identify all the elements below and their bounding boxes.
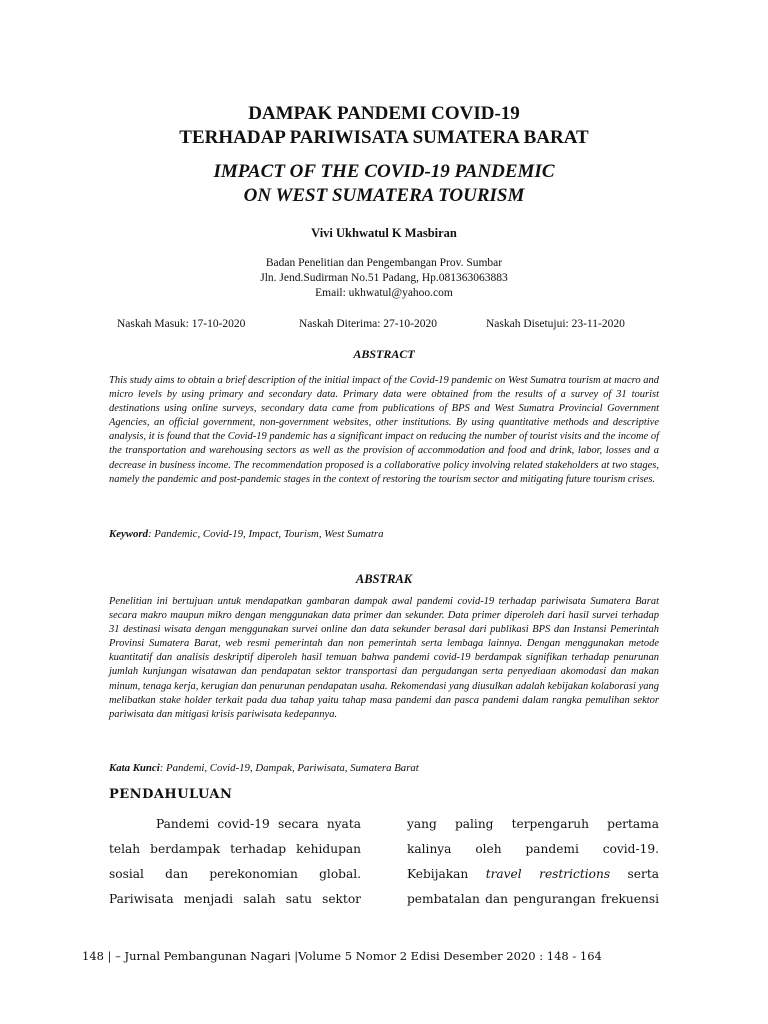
intro-right-line-3 bbox=[407, 862, 659, 887]
intro-left-line-4: Pariwisata menjadi salah satu sektor bbox=[109, 892, 361, 906]
abstrak-heading: ABSTRAK bbox=[355, 572, 413, 586]
title-en-line-1: IMPACT OF THE COVID-19 PANDEMIC bbox=[213, 161, 555, 182]
date-approved: Naskah Disetujui: 23-11-2020 bbox=[486, 318, 625, 330]
kata-kunci-label: Kata Kunci bbox=[109, 762, 160, 774]
pendahuluan-heading: PENDAHULUAN bbox=[109, 787, 233, 802]
intro-left-column bbox=[109, 812, 361, 912]
intro-left-line-2: telah berdampak terhadap kehidupan bbox=[109, 842, 361, 856]
intro-right-line-2: kalinya oleh pandemi covid-19. bbox=[407, 842, 659, 856]
title-id-line-2: TERHADAP PARIWISATA SUMATERA BARAT bbox=[179, 127, 589, 148]
title-english bbox=[0, 160, 768, 208]
date-received: Naskah Masuk: 17-10-2020 bbox=[117, 318, 246, 330]
intro-right-column bbox=[407, 812, 659, 912]
affiliation-email: Email: ukhwatul@yahoo.com bbox=[315, 287, 453, 299]
abstract-heading: ABSTRACT bbox=[353, 347, 415, 361]
kata-kunci-list: : Pandemi, Covid-19, Dampak, Pariwisata, Sumatera Barat bbox=[159, 762, 419, 774]
author-affiliation bbox=[0, 256, 768, 301]
title-en-line-2: ON WEST SUMATERA TOURISM bbox=[243, 185, 525, 206]
keywords-indonesian bbox=[109, 762, 669, 774]
keyword-list: : Pandemic, Covid-19, Impact, Tourism, West Sumatra bbox=[148, 528, 384, 540]
intro-right-line-4: pembatalan dan pengurangan frekuensi bbox=[407, 892, 659, 906]
title-indonesian bbox=[0, 102, 768, 150]
manuscript-dates bbox=[117, 318, 677, 334]
intro-right-line-3-post: serta bbox=[610, 867, 659, 881]
intro-right-line-3-pre: Kebijakan bbox=[407, 867, 486, 881]
travel-restrictions-term: travel restrictions bbox=[485, 867, 611, 881]
abstrak-body: Penelitian ini bertujuan untuk mendapatkan gambaran dampak awal pandemi covid-19 terhadap pariwisata Sumatera Barat secara makro maupun mikro dengan menggunakan data primer dan sekunder. Data primer diperoleh dari hasil survei terhadap 31 destinasi wisata dengan menggunakan survei online dan data sekunder berasal dari publikasi BPS dan Instansi Pemerintah Provinsi Sumatera Barat, web resmi pemerintah dan non pemerintah serta lembaga lainnya. Dengan menggunakan metode kuantitatif dan analisis deskriptif diperoleh hasil temuan bahwa pandemi covid-19 berdampak signifikan terhadap penurunan jumlah kunjungan wisatawan dan pendapatan sektor transportasi dan pergudangan serta penyediaan akomodasi dan makan minum, tenaga kerja, kerugian dan penurunan pendapatan usaha. Rekomendasi yang diusulkan adalah kebijakan kolaborasi yang melibatkan stake holder terkait pada dua tahap yaitu tahap masa pandemi dan pasca pandemi dalam rangka pemulihan sektor pariwisata dan mitigasi krisis pariwisata kedepannya. bbox=[109, 596, 659, 720]
keywords-english bbox=[109, 528, 669, 540]
page-footer: 148 | – Jurnal Pembangunan Nagari |Volume 5 Nomor 2 Edisi Desember 2020 : 148 - 164 bbox=[82, 949, 602, 963]
keyword-label: Keyword bbox=[109, 528, 148, 540]
intro-right-line-1: yang paling terpengaruh pertama bbox=[407, 817, 659, 831]
title-id-line-1: DAMPAK PANDEMI COVID-19 bbox=[248, 103, 520, 124]
date-accepted: Naskah Diterima: 27-10-2020 bbox=[299, 318, 437, 330]
affiliation-institution: Badan Penelitian dan Pengembangan Prov. Sumbar bbox=[265, 257, 503, 269]
intro-left-line-1: Pandemi covid-19 secara nyata bbox=[156, 817, 361, 831]
affiliation-address: Jln. Jend.Sudirman No.51 Padang, Hp.081363063883 bbox=[260, 272, 508, 284]
intro-left-line-3: sosial dan perekonomian global. bbox=[109, 867, 361, 881]
author-name: Vivi Ukhwatul K Masbiran bbox=[311, 226, 457, 240]
abstract-body: This study aims to obtain a brief description of the initial impact of the Covid-19 pandemic on West Sumatra tourism at macro and micro levels by using primary and secondary data. Primary data were obtained from the results of a survey of 31 tourist destinations using online surveys, secondary data came from publications of BPS and West Sumatra Provincial Government Agencies, an official government, non-government websites, other institutions. By using quantitative methods and descriptive analysis, it is found that the Covid-19 pandemic has a significant impact on reducing the number of tourist visits and the income of the transportation and warehousing sectors as well as the provision of accommodation and food and drink, labor, losses and a decrease in business income. The recommendation proposed is a collaborative policy involving related stakeholders at two stages, namely the pandemic and post-pandemic stages in the context of restoring the tourism sector and mitigating future tourism crises. bbox=[109, 375, 659, 485]
